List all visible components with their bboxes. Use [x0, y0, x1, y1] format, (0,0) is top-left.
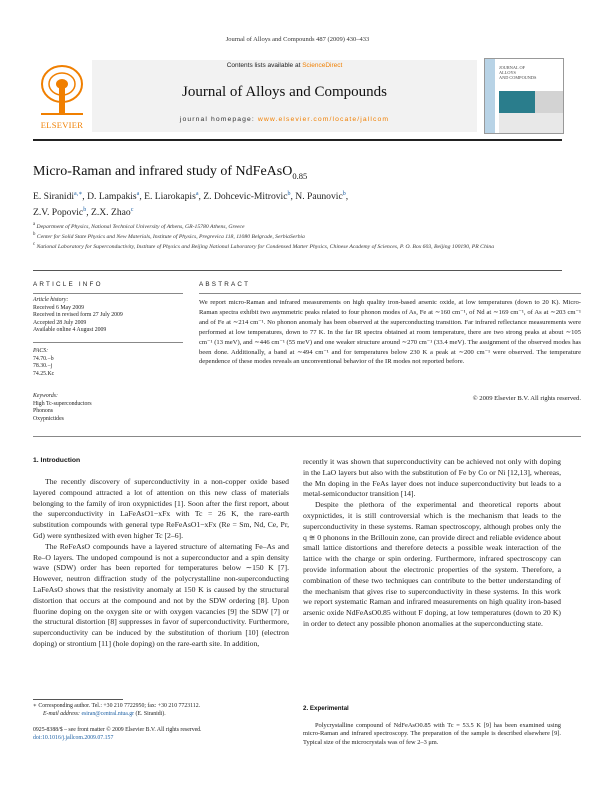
author-affiliation-marker[interactable]: c [130, 206, 134, 213]
author-name: D. Lampakis [87, 191, 137, 203]
homepage-label: journal homepage: [179, 116, 258, 123]
author-affiliation-marker[interactable]: b [342, 191, 346, 197]
author-name: Z.V. Popovic [33, 206, 84, 218]
publisher-name: ELSEVIER [40, 120, 84, 130]
keywords: Keywords: High Tc-superconductors Phonons Oxypnictides [33, 393, 92, 422]
cover-block [499, 91, 535, 113]
author-line [33, 188, 562, 204]
experimental-text: Polycrystalline compound of NdFeAsO0.85 with Tc = 53.5 K [9] has been examined using micro-Raman and infrared spectroscopy. The preparation of the sample is described elsewhere [9]. Typical size of the microcrystals was of few 2–3 μm. [303, 722, 561, 746]
author-separator: , [198, 191, 204, 203]
abstract-copyright: © 2009 Elsevier B.V. All rights reserved. [472, 395, 581, 402]
email-link[interactable]: esiran@central.ntua.gr [81, 710, 135, 717]
issn-block: 0925-8388/$ – see front matter © 2009 Elsevier B.V. All rights reserved. doi:10.1016/j.jallcom.2009.07.157 [33, 727, 293, 742]
author-list [33, 188, 562, 219]
article-history: Article history: Received 6 May 2009 Received in revised form 27 July 2009 Accepted 28 July 2009 Available online 4 August 2009 [33, 297, 123, 333]
affiliations [33, 221, 562, 252]
author-name: Z.X. Zhao [91, 206, 131, 218]
abstract-label: ABSTRACT [199, 281, 251, 288]
author-affiliation-marker[interactable]: a [136, 191, 140, 197]
affiliation: $^a$ Department of Physics, National Technical University of Athens, GR-15780 Athens, Greece [33, 222, 245, 230]
author-name: E. Liarokapis [144, 191, 196, 203]
pacs-codes: PACS: 74.70.−b 78.30.−j 74.25.Kc [33, 348, 55, 377]
author-line [33, 204, 562, 220]
cover-title: JOURNAL OF ALLOYS AND COMPOUNDS [499, 65, 537, 80]
contents-prefix: Contents lists available at [226, 62, 303, 69]
author-affiliation-marker[interactable]: b [287, 191, 291, 197]
author-separator: , [139, 191, 145, 203]
affiliation: $^c$ National Laboratory for Superconductivity, Institute of Physics and Beijing National Laboratory for Condensed Matter Physics, Chinese Academy of Sciences, P. O. Box 603, Beijing 100190, PR China [33, 242, 495, 251]
cover-strip [485, 59, 495, 133]
cover-block [535, 91, 563, 113]
article-info-rule [33, 342, 183, 343]
article-title: Micro-Raman and infrared study of NdFeAsO$_{0.85}$ [33, 164, 308, 181]
paragraph: The recently discovery of superconductivity in a non-copper oxide based layered compound attracted a lot of attention on this new class of materials belonging to the family of iron oxypnictides [1]. Soon after the first report, about the superconductivity in LaFeAsO1−xFx with Tc = 26 K, the rare-earth substitution compounds with general type ReFeAsO1−xFx (Re = Sm, Nd, Ce, Pr, Gd) were synthesized with even higher Tc [2–6]. [33, 477, 289, 540]
header-rule [33, 139, 562, 141]
journal-title: Journal of Alloys and Compounds [182, 84, 387, 100]
author-name: E. Siranidi [33, 191, 75, 203]
author-separator: , [290, 191, 296, 203]
author-separator: , [345, 191, 349, 203]
author-affiliation-marker[interactable]: b [83, 206, 87, 213]
article-info-rule [33, 293, 183, 294]
section-rule [33, 270, 562, 271]
paragraph: recently it was shown that superconductivity can be achieved not only with doping in the LaO layers but also with the substitution of Fe by Co or Ni [12,13], whereas, the Mn doping in the FeAs layer does not induce superconductivity but leads to a metal-semiconductor transition [14]. [303, 457, 561, 499]
affiliation: $^b$ Center for Solid State Physics and New Materials, Institute of Physics, Pregrevica 118, 11080 Belgrade, SerbiaSerbia [33, 232, 305, 241]
homepage-link[interactable]: www.elsevier.com/locate/jallcom [257, 116, 390, 123]
author-separator: , [86, 206, 91, 218]
cover-block [499, 113, 563, 133]
author-name: Z. Dohcevic-Mitrovic [203, 191, 288, 203]
running-head: Journal of Alloys and Compounds 487 (2009) 430–433 [225, 36, 370, 43]
section-rule [33, 436, 581, 437]
paragraph: Despite the plethora of the experimental and theoretical reports about oxypnictides, it is still controversial which is the mechanism that leads to the superconductivity in these systems. Raman spectroscopy, although probes only the q ≅ 0 phonons in the Brillouin zone, can provide direct and reliable evidence about small lattice distortions and therefore detects a possible weak interaction of the lattice with the charge or spin ordering. Furthermore, infrared spectroscopy can provide information about the electronic properties of the system. Therefore, a combination of these two techniques can contribute to the better understanding of the mechanism that gives rise to superconductivity in these systems. In this work we report systematic Raman and infrared measurements on high quality iron-based arsenic oxide NdFeAsO0.85 without F doping, at low temperatures (down to 20 K) in order to detect any possible phonon anomalies at the superconducting state. [303, 500, 561, 628]
footnote-rule [33, 699, 123, 700]
author-affiliation-marker[interactable]: a [195, 191, 199, 197]
author-name: N. Paunovic [295, 191, 343, 203]
author-separator: , [82, 191, 88, 203]
intro-left-column [33, 477, 289, 650]
sciencedirect-link[interactable]: ScienceDirect [302, 62, 343, 69]
corresponding-author-footnote: ∗ Corresponding author. Tel.: +30 210 7722950; fax: +30 210 7723112. E-mail address: esiran@central.ntua.gr (E. Siranidi). [33, 703, 201, 717]
doi-link[interactable]: doi:10.1016/j.jallcom.2009.07.157 [33, 734, 114, 741]
contents-line [92, 62, 477, 69]
intro-right-column [303, 457, 561, 630]
abstract-text: We report micro-Raman and infrared measurements on high quality iron-based arsenic oxide, at low temperatures (down to 20 K). Micro-Raman spectra exhibit two asymmetric peaks related to four phonon modes of As, Fe at ∼160 cm⁻¹, of Nd at ∼169 cm⁻¹, of As at ∼203 cm⁻¹ and of Fe at ∼214 cm⁻¹. No phonon anomaly has been observed at the superconducting transition. Far infrared reflectance measurements were performed at low temperatures, down to 77 K. In the far IR spectra obtained at room temperature, there are two strong peaks at about ∼105 cm⁻¹ (13 meV), and ∼446 cm⁻¹ (55 meV) and one weaker structure around ∼270 cm⁻¹ (33.4 meV). The assignment of the observed modes has been done. Additionally, a band at ∼494 cm⁻¹ and for temperatures below 230 K a peak at ∼200 cm⁻¹ were observed. The temperature dependence of these modes reveals an unconventional behavior of the IR modes not reported before. [199, 299, 581, 366]
journal-cover-thumbnail [484, 58, 564, 134]
journal-homepage [92, 116, 477, 123]
intro-heading: 1. Introduction [33, 457, 81, 464]
experimental-heading: 2. Experimental [303, 705, 349, 712]
abstract-rule [199, 293, 581, 294]
article-info-label: ARTICLE INFO [33, 281, 103, 288]
author-affiliation-marker[interactable]: a,∗ [74, 191, 83, 197]
paragraph: The ReFeAsO compounds have a layered structure of alternating Fe–As and Re–O layers. The undoped compound is not a superconductor and a spin density wave (SDW) order has been reported for temperatures below ∼150 K [7]. However, neutron diffraction study of the polycrystalline non-superconducting LaFeAsO shows that the resistivity anomaly at 150 K is caused by the structural distortion that occurs at the compound and not by the SDW ordering [8]. Upon fluorine doping on the oxygen site or with oxygen vacancies [9] the SDW [7] or the structural distortion [8] suppresses in favor of superconductivity. Furthermore, superconductivity can be induced by the substitution of thorium [10] (electron doping) or strontium [11] (hole doping) on the rare-earth site. In addition, [33, 541, 289, 648]
